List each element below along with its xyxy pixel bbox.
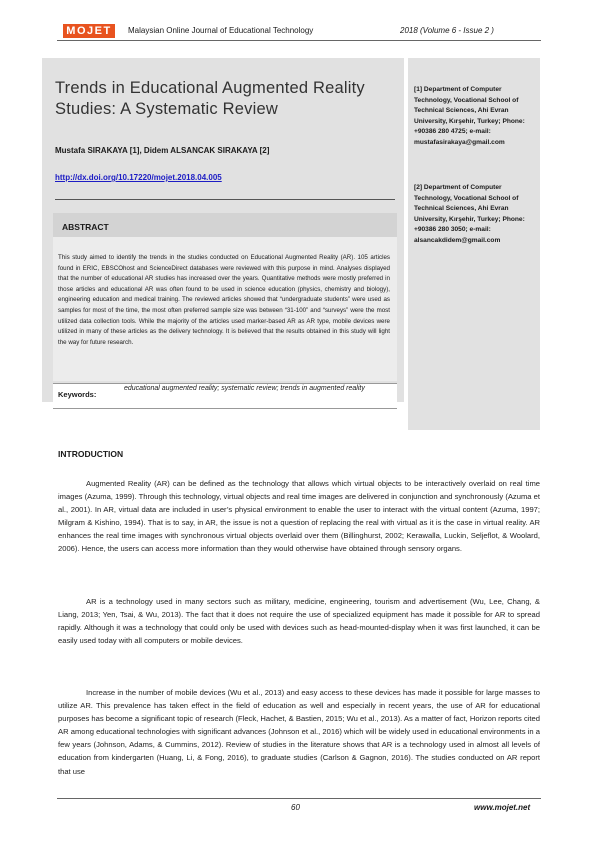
article-title: Trends in Educational Augmented Reality Studies: A Systematic Review — [55, 79, 365, 118]
affiliation-1: [1] Department of Computer Technology, Vocational School of Technical Sciences, Ahi Evran University, Kırşehir, Turkey; Phone: +90386 280 4725; e-mail: mustafasirakaya@gmail.com — [414, 86, 525, 146]
journal-name: Malaysian Online Journal of Educational Technology — [128, 26, 314, 35]
journal-logo: MOJET — [63, 24, 115, 38]
article-authors: Mustafa SIRAKAYA [1], Didem ALSANCAK SIRAKAYA [2] — [55, 146, 270, 155]
keywords-value: educational augmented reality; systematic review; trends in augmented reality — [124, 385, 365, 392]
introduction-heading: INTRODUCTION — [58, 449, 124, 459]
keywords-label: Keywords: — [58, 390, 97, 399]
page-number: 60 — [291, 803, 300, 812]
issue-info: 2018 (Volume 6 - Issue 2 ) — [400, 26, 494, 35]
affiliation-2: [2] Department of Computer Technology, Vocational School of Technical Sciences, Ahi Evran University, Kırşehir, Turkey; Phone: +90386 280 3050; e-mail: alsancakdidem@gmail.com — [414, 184, 525, 244]
intro-paragraph-1: Augmented Reality (AR) can be defined as the technology that allows which virtual objects to be interactively overlaid on real time images (Azuma, 1999). Through this technology, virtual objects and real time images are delivered in conjunction and synchronously (Azuma et al., 2001). In AR, virtual data are included in user’s physical environment to enable the user to interact with the virtual content (Azuma, 1997; Milgram & Kishino, 1994). That is to say, in AR, the issue is not a question of replacing the real with virtual as it is the case in virtual reality. AR enhances the real time images with synchronous virtual objects overlaid over them (Billinghurst, 2002; Kerawalla, Luckin, Seljeflot, & Woolard, 2006). Hence, the users can access more information than they would otherwise have obtained through sensory organs. — [58, 479, 540, 554]
intro-paragraph-2: AR is a technology used in many sectors such as military, medicine, engineering, tourism and advertisement (Wu, Lee, Chang, & Liang, 2013; Yen, Tsai, & Wu, 2013). The fact that it does not require the use of specialized equipment has made it possible for AR to spread rapidly. Although it was a technology that could only be used with devices such as head-mounted-display when it was first launched, it can be easily used today with all computers or mobile devices. — [58, 597, 540, 646]
doi-link[interactable]: http://dx.doi.org/10.17220/mojet.2018.04.005 — [55, 173, 222, 182]
title-separator — [55, 199, 395, 200]
intro-paragraph-3: Increase in the number of mobile devices (Wu et al., 2013) and easy access to these devices has made it possible for large masses to utilize AR. This prevalence has taken effect in the field of education as well and especially in recent years, the use of AR for educational purposes has become a significant topic of research (Fleck, Hachet, & Bastien, 2015; Wu et al., 2013). As a matter of fact, Horizon reports cited AR among educational technologies with significant advances (Johnson et al., 2016) which will be widely used in educational environments in a few years (Johnson, Adams, & Cummins, 2012). Review of studies in the literature shows that AR is a technology used in almost all levels of education from kindergarten (Huang, Li, & Fong, 2016), to graduate studies (Carlson & Gagnon, 2016). The studies conducted on AR report that use — [58, 688, 540, 776]
footer-rule — [57, 798, 541, 799]
journal-website[interactable]: www.mojet.net — [474, 803, 531, 812]
abstract-heading: ABSTRACT — [62, 222, 109, 232]
header-rule — [57, 40, 541, 41]
abstract-text: This study aimed to identify the trends in the studies conducted on Educational Augmented Reality (AR). 105 articles found in ERIC, EBSCOhost and ScienceDirect databases were reviewed with this purpose in mind. Analyses displayed that the number of educational AR studies has increased over the years. Quantitative methods were mostly preferred in those articles and educational AR was often found to be used in science education (physics, chemistry and biology), engineering education and medical training. The reviewed articles showed that “undergraduate students” were used as samples for most of the time, the most often preferred sample size was between “31-100” and “surveys” were the most utilized data collection tools. While the majority of the articles used marker-based AR as AR type, mobile devices were utilized in many of these articles as the delivery technology. It is believed that the results obtained in this study will light the way for future research. — [58, 254, 390, 346]
